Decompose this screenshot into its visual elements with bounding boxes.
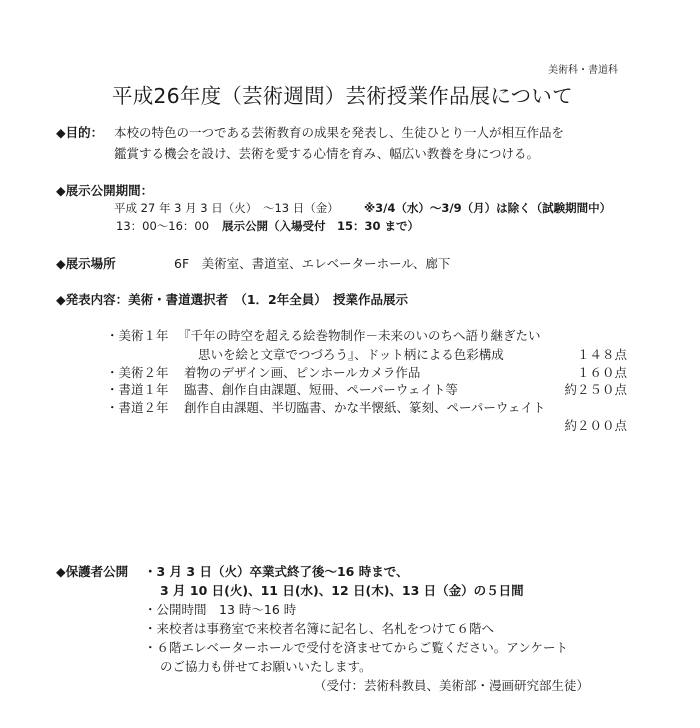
period-dates: 平成 27 年 3 月 3 日（火） ～13 日（金） [114,201,339,215]
item-text: 臨書、創作自由課題、短冊、ペーパーウェイト等 [184,382,458,397]
purpose-line-1: 本校の特色の一つである芸術教育の成果を発表し、生徒ひとり一人が相互作品を [114,125,565,140]
item-text: 創作自由課題、半切臨書、かな半懐紙、篆刻、ペーパーウェイト [184,400,546,415]
period-heading: ◆展示公開期間： [56,183,154,198]
item-count: １６０点 [576,365,627,380]
guardian-reception: （受付：芸術科教員、美術部・漫画研究部生徒） [314,678,590,693]
item-count: １４８点 [576,347,627,362]
item-count: 約２５０点 [564,382,627,397]
department-label: 美術科・書道科 [548,65,618,76]
venue-value: 6F 美術室、書道室、エレベーターホール、廊下 [174,256,451,271]
item-label: ・美術１年 [106,328,169,343]
guardian-line-6: のご協力も併せてお願いいたします。 [160,659,372,674]
guardian-heading: ◆保護者公開 [56,564,129,579]
venue-heading: ◆展示場所 [56,256,116,271]
guardian-line-4: ・来校者は事務室で来校者名簿に記名し、名札をつけて６階へ [144,621,495,636]
purpose-line-2: 鑑賞する機会を設け、芸術を愛する心情を育み、幅広い教養を身につける。 [114,146,540,161]
period-time: 13：00～16：00 [116,219,210,233]
item-count: 約２００点 [564,418,627,433]
item-text: 『千年の時空を超える絵巻物制作－未来のいのちへ語り継ぎたい [178,328,541,343]
guardian-line-3: ・公開時間 13 時～16 時 [144,602,297,617]
guardian-line-1: ・3 月 3 日（火）卒業式終了後～16 時まで、 [144,564,409,579]
guardian-line-5: ・６階エレベーターホールで受付を済ませてからご覧ください。アンケート [144,640,569,655]
item-text: 思いを絵と文章でつづろう』、ドット柄による色彩構成 [198,347,504,362]
item-label: ・書道２年 [106,400,169,415]
purpose-heading: ◆目的： [56,125,104,140]
item-label: ・書道１年 [106,382,169,397]
item-label: ・美術２年 [106,365,169,380]
guardian-line-2: 3 月 10 日(火)、11 日(水)、12 日(木)、13 日（金）の５日間 [160,583,524,598]
content-heading: ◆発表内容：美術・書道選択者 （1．2年全員） 授業作品展示 [56,292,409,307]
page-title: 平成26年度（芸術週間）芸術授業作品展について [112,84,573,108]
period-time-note: 展示公開（入場受付 15：30 まで） [222,219,420,233]
period-excluded-note: ※3/4（水）～3/9（月）は除く（試験期間中） [364,201,612,215]
item-text: 着物のデザイン画、ピンホールカメラ作品 [184,365,421,380]
